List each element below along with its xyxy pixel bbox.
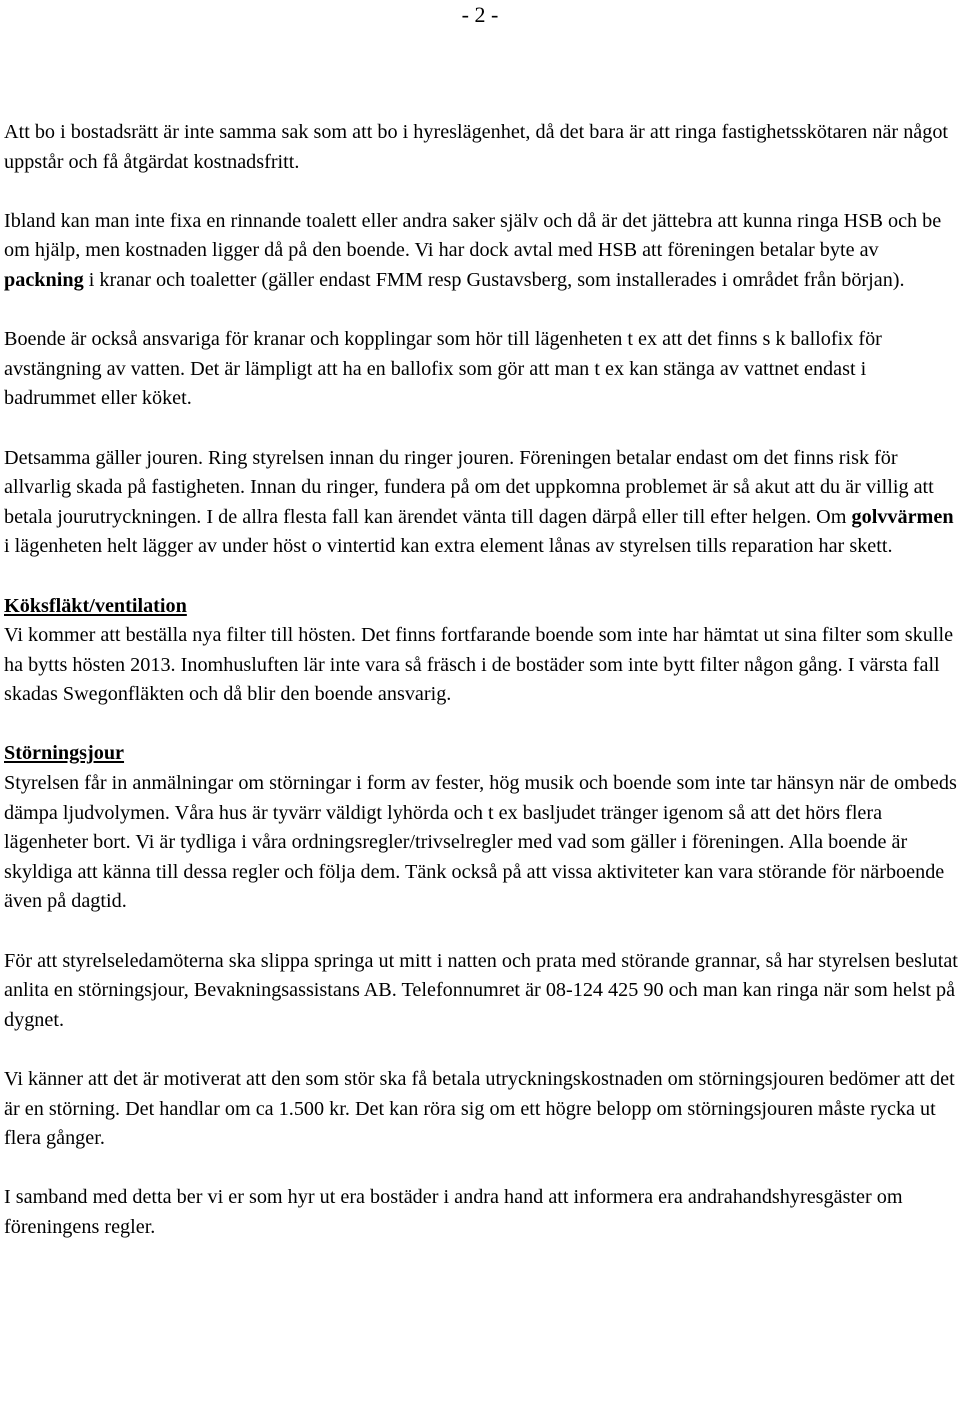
document-body — [4, 118, 958, 1243]
paragraph-ventilation: Vi kommer att beställa nya filter till hösten. Det finns fortfarande boende som inte har hämtat ut sina filter som skulle ha bytts hösten 2013. Inomhusluften lär inte vara så fräsch i de bostäder som inte bytt filter någon gång. I värsta fall skadas Swegonfläkten och då blir den boende ansvarig. — [4, 624, 954, 706]
paragraph-storningsjour-4: I samband med detta ber vi er som hyr ut era bostäder i andra hand att informera era andrahandshyresgäster om föreningens regler. — [4, 1186, 903, 1238]
paragraph-text: Ibland kan man inte fixa en rinnande toalett eller andra saker själv och då är det jättebra att kunna ringa HSB och be om hjälp, men kostnaden ligger då på den boende. Vi har dock avtal med HSB att föreningen betalar byte av — [4, 209, 942, 262]
paragraph-intro-3: Boende är också ansvariga för kranar och kopplingar som hör till lägenheten t ex att det finns s k ballofix för avstängning av vatten. Det är lämpligt att ha en ballofix som gör att man t ex kan stänga av vattnet endast i badrummet eller köket. — [4, 328, 882, 410]
heading-storningsjour: Störningsjour — [4, 742, 125, 765]
paragraph-intro-1: Att bo i bostadsrätt är inte samma sak som att bo i hyreslägenhet, då det bara är att ringa fastighetsskötaren när något uppstår och få åtgärdat kostnadsfritt. — [4, 121, 949, 173]
paragraph-storningsjour-3: Vi känner att det är motiverat att den som stör ska få betala utryckningskostnaden om störningsjouren bedömer att det är en störning. Det handlar om ca 1.500 kr. Det kan röra sig om ett högre belopp om störningsjouren måste rycka ut flera gånger. — [4, 1068, 955, 1150]
paragraph-text: i kranar och toaletter (gäller endast FMM resp Gustavsberg, som installerades i området från början). — [83, 268, 905, 291]
paragraph-text: i lägenheten helt lägger av under höst o vintertid kan extra element lånas av styrelsen tills reparation har skett. — [4, 535, 893, 558]
page-number: - 2 - — [461, 2, 499, 27]
heading-ventilation: Köksfläkt/ventilation — [4, 594, 187, 617]
paragraph-text: Detsamma gäller jouren. Ring styrelsen innan du ringer jouren. Föreningen betalar endast om det finns risk för allvarlig skada på fastigheten. Innan du ringer, fundera på om det uppkomna problemet är så akut att du är villig att betala jourutryckningen. I de allra flesta fall kan ärendet vänta till dagen därpå eller till efter helgen. Om — [4, 446, 934, 528]
paragraph-intro-2 — [4, 207, 958, 296]
paragraph-intro-4 — [4, 444, 958, 562]
bold-term-golvvarmen: golvvärmen — [851, 505, 954, 528]
bold-term-packning: packning — [4, 268, 84, 291]
paragraph-storningsjour-1: Styrelsen får in anmälningar om störningar i form av fester, hög musik och boende som inte tar hänsyn när de ombeds dämpa ljudvolymen. Våra hus är tyvärr väldigt lyhörda och t ex basljudet tränger igenom så att det hörs flera lägenheter bort. Vi är tydliga i våra ordningsregler/trivselregler med vad som gäller i föreningen. Alla boende är skyldiga att känna till dessa regler och följa dem. Tänk också på att vissa aktiviteter kan vara störande för närboende även på dagtid. — [4, 772, 957, 913]
paragraph-storningsjour-2: För att styrelseledamöterna ska slippa springa ut mitt i natten och prata med störande grannar, så har styrelsen beslutat anlita en störningsjour, Bevakningsassistans AB. Telefonnumret är 08-124 425 90 och man kan ringa när som helst på dygnet. — [4, 949, 958, 1031]
